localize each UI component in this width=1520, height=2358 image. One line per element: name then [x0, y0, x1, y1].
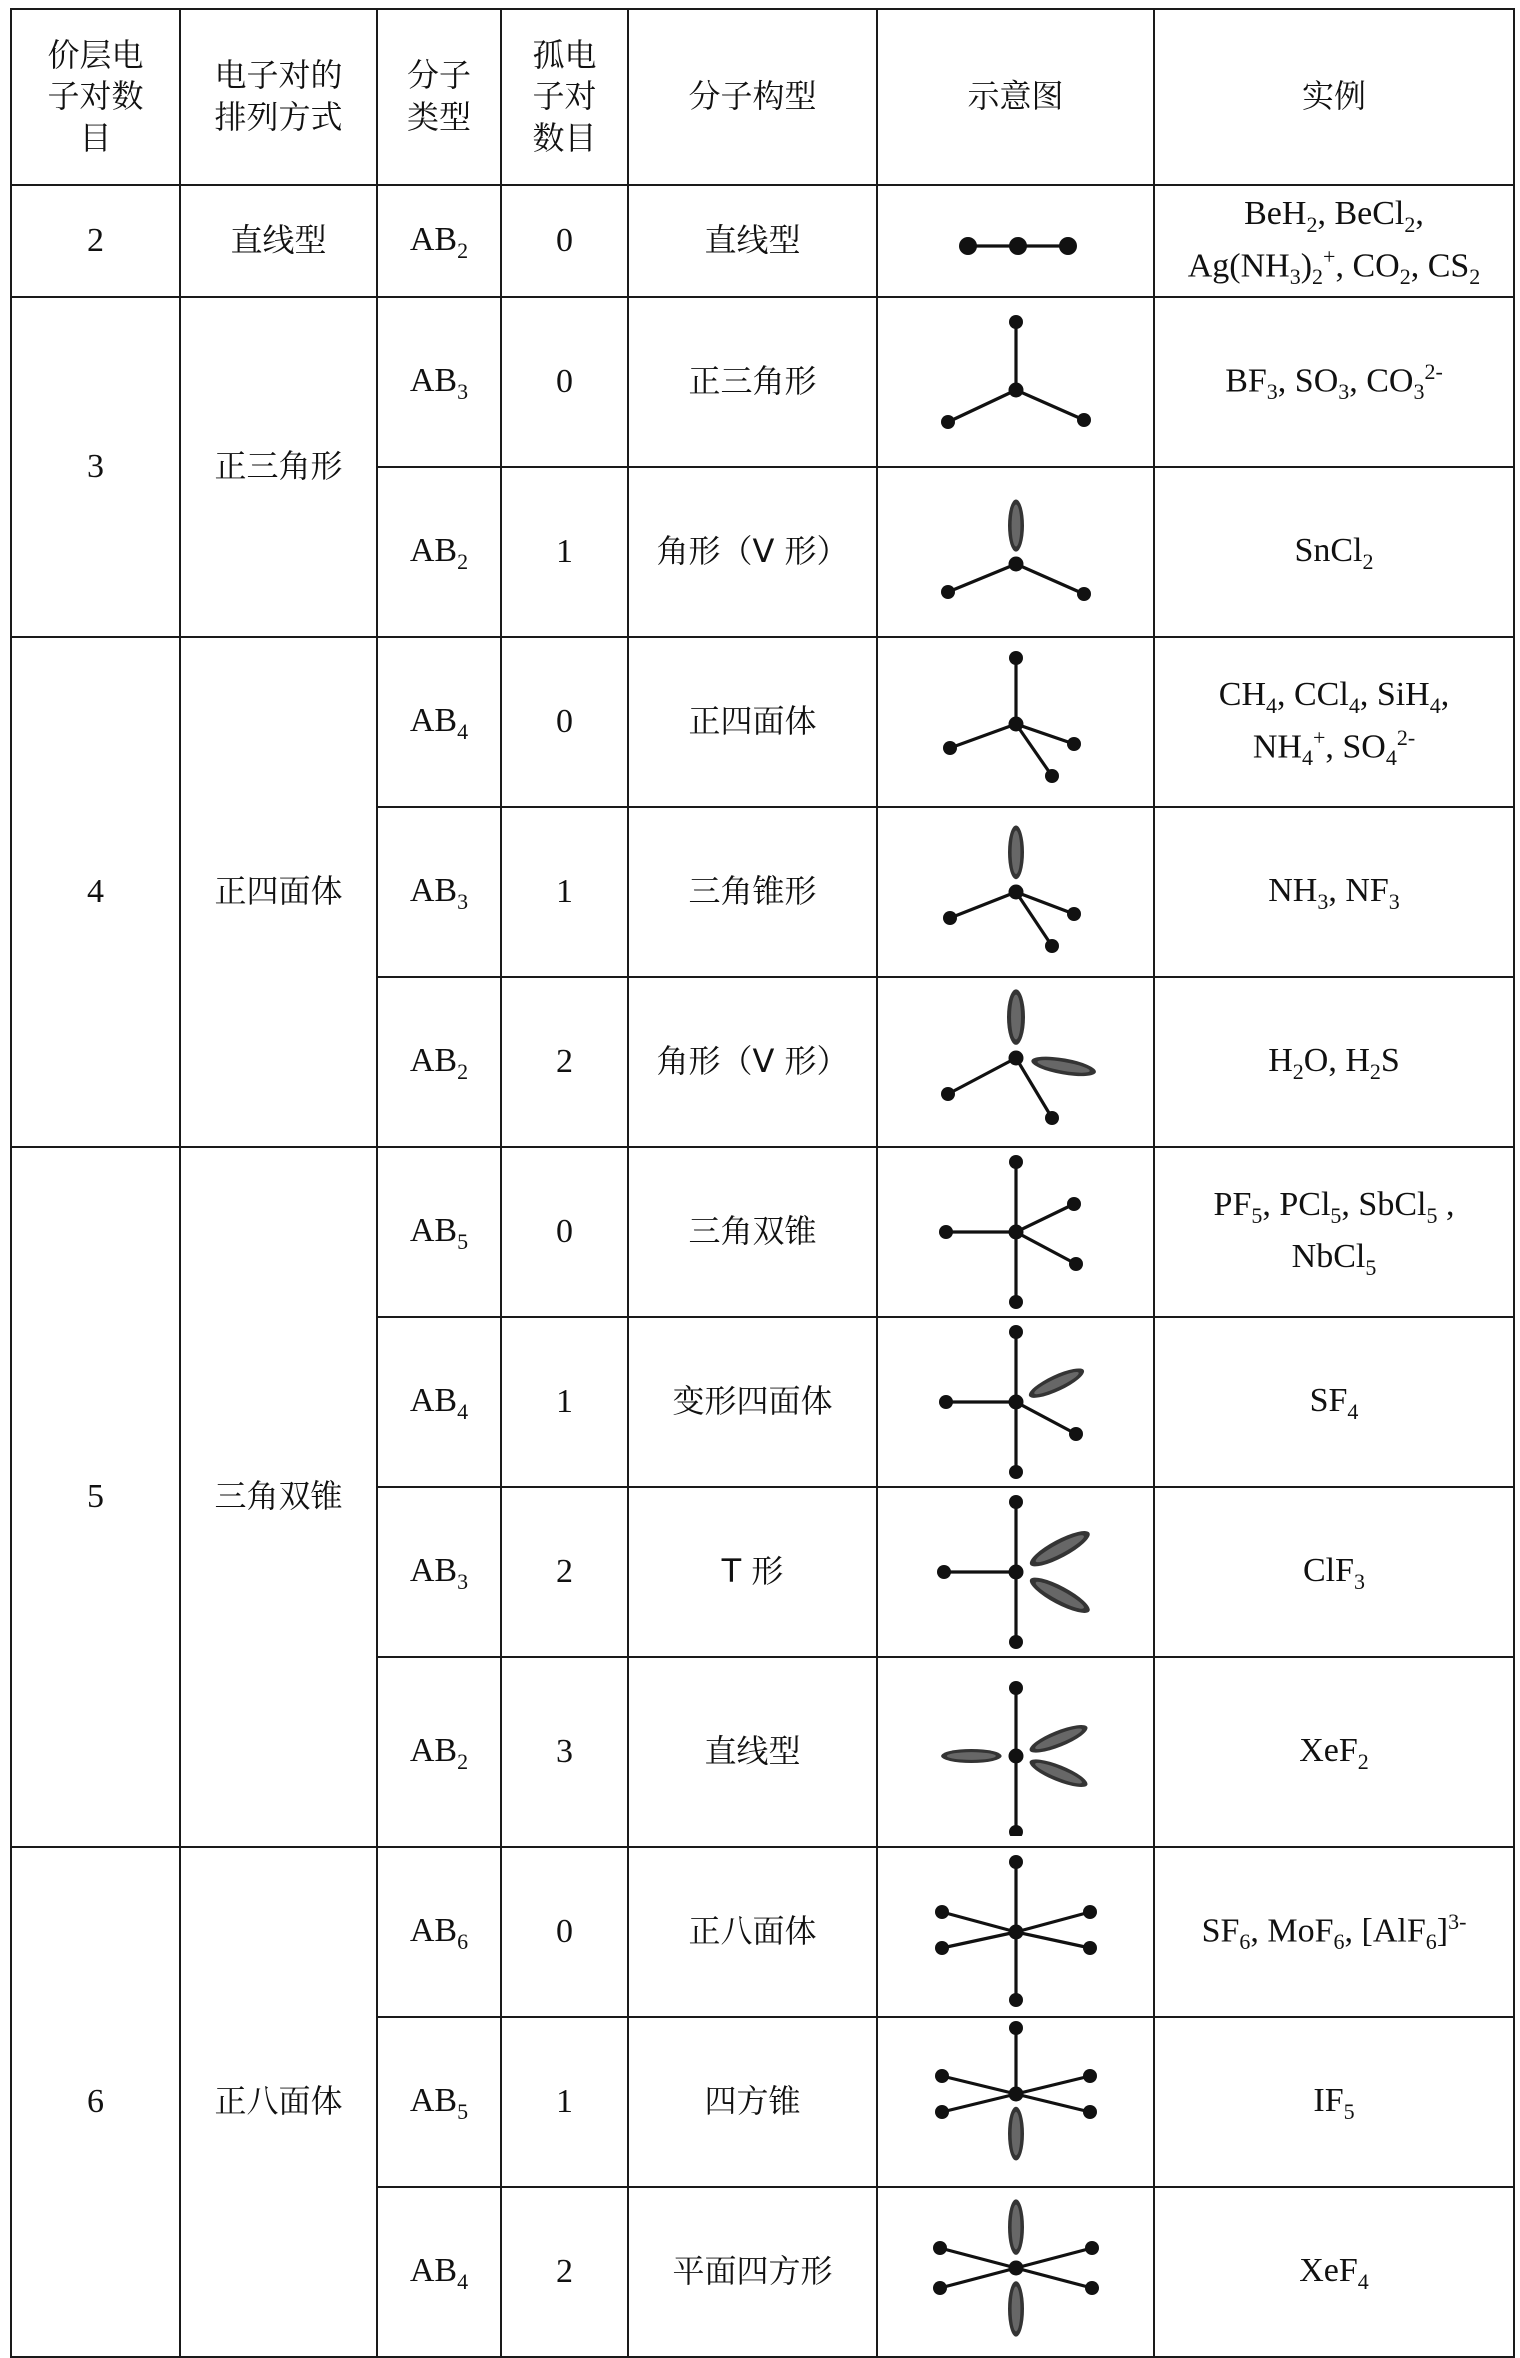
formula-text: PF [1213, 1186, 1252, 1224]
formula-text: BF [1225, 362, 1267, 400]
molecule-type-subscript: 3 [457, 378, 469, 404]
lone-pair-count-cell: 1 [501, 807, 628, 977]
diagram-cell [877, 1847, 1154, 2017]
formula-text: , SiH [1359, 676, 1430, 714]
molecular-shape-cell: 直线型 [628, 1657, 877, 1847]
lone-pair-count-cell: 0 [501, 185, 628, 297]
atom-dot [959, 237, 977, 255]
atom-dot [935, 2105, 949, 2119]
atom-dot [1083, 1905, 1097, 1919]
formula-text: , CO [1335, 247, 1400, 285]
formula-superscript: 2- [1424, 358, 1443, 384]
formula-text: XeF [1299, 1732, 1358, 1770]
formula-subscript: 4 [1266, 692, 1277, 718]
atom-dot [1009, 1825, 1023, 1836]
molecular-shape-cell: 直线型 [628, 185, 877, 297]
formula-subscript: 5 [1343, 2098, 1355, 2124]
central-atom-dot [1008, 557, 1023, 572]
formula-text: IF [1313, 2082, 1344, 2120]
formula-text: , SO [1277, 362, 1339, 400]
formula-text: , MoF [1250, 1912, 1334, 1950]
header-diagram: 示意图 [877, 9, 1154, 185]
formula-text: Ag(NH [1187, 247, 1290, 285]
atom-dot [1009, 1855, 1023, 1869]
lone-pair-count-cell: 1 [501, 467, 628, 637]
examples-cell [1154, 2187, 1514, 2357]
atom-dot [943, 911, 957, 925]
formula-text: NbCl [1291, 1238, 1366, 1275]
lone-pair-count-cell: 2 [501, 2187, 628, 2357]
arrangement-cell: 正三角形 [180, 297, 377, 637]
molecule-type-cell [377, 637, 501, 807]
arrangement-cell: 直线型 [180, 185, 377, 297]
molecule-type-subscript: 4 [457, 718, 469, 744]
molecule-type-text: AB [409, 1382, 458, 1420]
square-planar-diagram-icon [918, 2188, 1114, 2356]
molecular-shape-cell: T 形 [628, 1487, 877, 1657]
molecule-type-subscript: 3 [457, 1568, 469, 1594]
examples-cell [1154, 1487, 1514, 1657]
arrangement-cell: 三角双锥 [180, 1147, 377, 1847]
formula-subscript: 5 [1365, 1254, 1377, 1280]
bond-line [1016, 1402, 1076, 1434]
table-body [11, 185, 1514, 2357]
atom-dot [1069, 1427, 1083, 1441]
examples-cell [1154, 185, 1514, 297]
formula-text: S [1380, 1042, 1400, 1080]
lone-pair-lobe [941, 1749, 1001, 1763]
atom-dot [1083, 2069, 1097, 2083]
header-molecular-shape: 分子构型 [628, 9, 877, 185]
atom-dot [935, 2069, 949, 2083]
molecule-type-text: AB [409, 872, 458, 910]
bond-line [1016, 2268, 1092, 2288]
trigonal-pyramidal-diagram-icon [918, 808, 1114, 976]
formula-superscript: 2- [1396, 724, 1416, 750]
tetrahedral-diagram-icon [918, 638, 1114, 806]
molecular-shape-cell: 正八面体 [628, 1847, 877, 2017]
diagram-cell [877, 1487, 1154, 1657]
formula-superscript: + [1312, 724, 1326, 750]
formula-text: , [1437, 1186, 1455, 1224]
atom-dot [1083, 1941, 1097, 1955]
electron-pair-count-cell: 2 [11, 185, 180, 297]
lone-pair-lobe [1007, 989, 1025, 1044]
examples-cell [1154, 637, 1514, 807]
diagram-cell [877, 2187, 1154, 2357]
formula-subscript: 2 [1306, 211, 1318, 237]
bond-line [1016, 564, 1084, 594]
central-atom-dot [1008, 1051, 1023, 1066]
formula-text: SnCl [1294, 532, 1363, 570]
molecular-shape-cell: 平面四方形 [628, 2187, 877, 2357]
bond-line [1016, 1912, 1090, 1932]
examples-cell [1154, 1657, 1514, 1847]
atom-dot [941, 1087, 955, 1101]
lone-pair-lobe [1029, 1053, 1096, 1080]
formula-subscript: 4 [1301, 744, 1313, 770]
lone-pair-count-cell: 1 [501, 2017, 628, 2187]
bond-line [942, 2094, 1016, 2112]
atom-dot [1045, 769, 1059, 783]
formula-subscript: 3 [1317, 888, 1329, 914]
atom-dot [939, 1225, 953, 1239]
lone-pair-lobe [1008, 2281, 1024, 2336]
formula-text: , CO [1349, 362, 1414, 400]
formula-text: ) [1300, 247, 1313, 285]
header-row [11, 9, 1514, 185]
bond-line [1016, 1232, 1076, 1264]
header-lone-pairs: 孤电子对数目 [501, 9, 628, 185]
formula-subscript: 6 [1239, 1929, 1251, 1955]
central-atom-dot [1008, 2087, 1023, 2102]
linear-diagram-icon [918, 186, 1114, 296]
molecule-type-subscript: 5 [457, 2098, 469, 2124]
formula-text: , CCl [1277, 676, 1349, 714]
atom-dot [943, 741, 957, 755]
bent-two-lone-pairs-diagram-icon [918, 978, 1114, 1146]
atom-dot [1069, 1257, 1083, 1271]
atom-dot [1085, 2281, 1099, 2295]
molecule-type-cell [377, 977, 501, 1147]
examples-cell [1154, 297, 1514, 467]
formula-subscript: 2 [1404, 211, 1416, 237]
formula-subscript: 3 [1266, 379, 1278, 405]
central-atom-dot [1008, 2261, 1023, 2276]
bond-line [948, 564, 1016, 592]
square-pyramidal-diagram-icon [918, 2018, 1114, 2186]
molecule-type-cell [377, 1657, 501, 1847]
molecule-type-cell [377, 1487, 501, 1657]
formula-text: , CS [1410, 247, 1470, 285]
formula-text: BeH [1244, 195, 1307, 233]
formula-text: O, H [1303, 1042, 1370, 1080]
atom-dot [1009, 2021, 1023, 2035]
formula-text: SF [1201, 1912, 1240, 1950]
atom-dot [1009, 1465, 1023, 1479]
atom-dot [935, 1905, 949, 1919]
formula-text: , SO [1325, 728, 1386, 766]
molecule-type-cell [377, 467, 501, 637]
formula-text: NH [1252, 728, 1302, 766]
formula-subscript: 4 [1347, 1398, 1359, 1424]
molecule-type-text: AB [409, 1912, 458, 1950]
electron-pair-count-cell: 5 [11, 1147, 180, 1847]
molecule-type-subscript: 2 [457, 237, 469, 263]
atom-dot [1045, 1111, 1059, 1125]
formula-text: , BeCl [1317, 195, 1405, 233]
central-atom-dot [1008, 1395, 1023, 1410]
central-atom-dot [1008, 885, 1023, 900]
molecule-type-text: AB [409, 2252, 458, 2290]
formula-subscript: 2 [1292, 1058, 1304, 1084]
atom-dot [1077, 413, 1091, 427]
molecule-type-cell [377, 297, 501, 467]
seesaw-diagram-icon [918, 1318, 1114, 1486]
atom-dot [937, 1565, 951, 1579]
lone-pair-lobe [1025, 1572, 1093, 1619]
molecule-type-text: AB [409, 702, 458, 740]
molecular-shape-cell: 四方锥 [628, 2017, 877, 2187]
atom-dot [1059, 237, 1077, 255]
molecule-type-cell [377, 1317, 501, 1487]
molecular-shape-cell: 角形（V 形） [628, 977, 877, 1147]
lone-pair-count-cell: 1 [501, 1317, 628, 1487]
diagram-cell [877, 807, 1154, 977]
molecular-shape-cell: 正四面体 [628, 637, 877, 807]
atom-dot [1009, 315, 1023, 329]
formula-superscript: + [1323, 243, 1336, 269]
atom-dot [1009, 1325, 1023, 1339]
bond-line [1016, 1932, 1090, 1948]
formula-text: NH [1268, 872, 1318, 910]
formula-subscript: 2 [1312, 263, 1324, 289]
lone-pair-count-cell: 2 [501, 1487, 628, 1657]
bond-line [942, 1912, 1016, 1932]
atom-dot [1085, 2241, 1099, 2255]
vsepr-table [10, 8, 1515, 2358]
electron-pair-count-cell: 6 [11, 1847, 180, 2357]
formula-superscript: 3- [1448, 1908, 1467, 1934]
atom-dot [1009, 237, 1027, 255]
molecular-shape-cell: 变形四面体 [628, 1317, 877, 1487]
molecule-type-subscript: 4 [457, 1398, 469, 1424]
molecule-type-text: AB [409, 362, 458, 400]
bond-line [942, 1932, 1016, 1948]
diagram-cell [877, 1147, 1154, 1317]
lone-pair-lobe [1025, 1525, 1093, 1572]
molecule-type-text: AB [409, 532, 458, 570]
central-atom-dot [1008, 1749, 1023, 1764]
electron-pair-count-cell: 3 [11, 297, 180, 637]
bond-line [1016, 2094, 1090, 2112]
diagram-cell [877, 1657, 1154, 1847]
diagram-cell [877, 185, 1154, 297]
central-atom-dot [1008, 383, 1023, 398]
table-row [11, 1147, 1514, 1317]
table-row [11, 637, 1514, 807]
molecular-shape-cell: 三角双锥 [628, 1147, 877, 1317]
molecule-type-cell [377, 2017, 501, 2187]
trigonal-planar-diagram-icon [918, 298, 1114, 466]
formula-text: , NF [1328, 872, 1389, 910]
lone-pair-count-cell: 2 [501, 977, 628, 1147]
molecule-type-text: AB [409, 1212, 458, 1250]
atom-dot [933, 2281, 947, 2295]
lone-pair-lobe [1008, 825, 1024, 879]
molecular-shape-cell: 三角锥形 [628, 807, 877, 977]
atom-dot [1009, 1635, 1023, 1649]
atom-dot [1067, 1197, 1081, 1211]
diagram-cell [877, 467, 1154, 637]
molecule-type-subscript: 5 [457, 1228, 469, 1254]
diagram-cell [877, 297, 1154, 467]
header-arrangement: 电子对的排列方式 [180, 9, 377, 185]
lone-pair-lobe [1025, 1363, 1087, 1403]
formula-subscript: 3 [1338, 379, 1350, 405]
central-atom-dot [1008, 717, 1023, 732]
molecule-type-subscript: 4 [457, 2268, 469, 2294]
formula-subscript: 3 [1388, 888, 1400, 914]
atom-dot [1067, 737, 1081, 751]
molecule-type-subscript: 2 [457, 1058, 469, 1084]
formula-text: , SbCl [1341, 1186, 1427, 1224]
bent-one-lone-pair-diagram-icon [918, 468, 1114, 636]
atom-dot [1009, 651, 1023, 665]
lone-pair-lobe [1008, 500, 1024, 552]
table-row [11, 297, 1514, 467]
arrangement-cell: 正四面体 [180, 637, 377, 1147]
formula-text: , [1440, 676, 1450, 714]
lone-pair-count-cell: 0 [501, 637, 628, 807]
examples-cell [1154, 467, 1514, 637]
bond-line [948, 1058, 1016, 1094]
bond-line [940, 2268, 1016, 2288]
molecule-type-subscript: 2 [457, 548, 469, 574]
bond-line [942, 2076, 1016, 2094]
atom-dot [1009, 1295, 1023, 1309]
examples-cell [1154, 977, 1514, 1147]
examples-cell [1154, 2017, 1514, 2187]
molecule-type-subscript: 3 [457, 888, 469, 914]
molecule-type-text: AB [409, 1042, 458, 1080]
lone-pair-lobe [1008, 2107, 1024, 2161]
bond-line [950, 724, 1016, 748]
atom-dot [1009, 1155, 1023, 1169]
formula-subscript: 5 [1330, 1203, 1342, 1229]
bond-line [948, 390, 1016, 422]
electron-pair-count-cell: 4 [11, 637, 180, 1147]
formula-subscript: 4 [1385, 744, 1397, 770]
formula-subscript: 3 [1289, 263, 1301, 289]
atom-dot [1083, 2105, 1097, 2119]
lone-pair-lobe [1026, 1720, 1090, 1758]
formula-text: , [AlF [1344, 1912, 1426, 1950]
octahedral-diagram-icon [918, 1848, 1114, 2016]
formula-subscript: 4 [1357, 2268, 1369, 2294]
molecule-type-cell [377, 185, 501, 297]
examples-cell [1154, 1147, 1514, 1317]
header-examples: 实例 [1154, 9, 1514, 185]
molecule-type-cell [377, 2187, 501, 2357]
molecule-type-text: AB [409, 1732, 458, 1770]
central-atom-dot [1008, 1925, 1023, 1940]
lone-pair-count-cell: 0 [501, 297, 628, 467]
formula-subscript: 4 [1348, 692, 1360, 718]
lone-pair-lobe [1026, 1754, 1090, 1792]
formula-subscript: 2 [1399, 263, 1411, 289]
formula-text: CH [1218, 676, 1266, 714]
examples-cell [1154, 1317, 1514, 1487]
molecule-type-cell [377, 807, 501, 977]
formula-subscript: 3 [1354, 1568, 1366, 1594]
table-row [11, 185, 1514, 297]
molecule-type-text: AB [409, 1552, 458, 1590]
arrangement-cell: 正八面体 [180, 1847, 377, 2357]
formula-text: XeF [1299, 2252, 1358, 2290]
bond-line [950, 892, 1016, 918]
molecule-type-text: AB [409, 2082, 458, 2120]
atom-dot [941, 585, 955, 599]
formula-subscript: 2 [1369, 1058, 1381, 1084]
trigonal-bipyramidal-diagram-icon [918, 1148, 1114, 1316]
atom-dot [1009, 1993, 1023, 2007]
atom-dot [1009, 1681, 1023, 1695]
formula-text: H [1268, 1042, 1293, 1080]
diagram-cell [877, 2017, 1154, 2187]
central-atom-dot [1008, 1225, 1023, 1240]
atom-dot [939, 1395, 953, 1409]
bond-line [1016, 2248, 1092, 2268]
bond-line [1016, 2076, 1090, 2094]
formula-text: ] [1436, 1912, 1449, 1950]
formula-subscript: 6 [1425, 1929, 1437, 1955]
bond-line [1016, 1204, 1074, 1232]
examples-cell [1154, 807, 1514, 977]
lone-pair-count-cell: 3 [501, 1657, 628, 1847]
atom-dot [941, 415, 955, 429]
atom-dot [1045, 939, 1059, 953]
formula-text: SF [1309, 1382, 1348, 1420]
molecule-type-text: AB [409, 221, 458, 259]
lone-pair-count-cell: 0 [501, 1847, 628, 2017]
molecular-shape-cell: 正三角形 [628, 297, 877, 467]
molecule-type-subscript: 2 [457, 1748, 469, 1774]
atom-dot [1077, 587, 1091, 601]
formula-subscript: 6 [1333, 1929, 1345, 1955]
linear-three-lone-pairs-diagram-icon [918, 1668, 1114, 1836]
lone-pair-lobe [1008, 2199, 1024, 2254]
central-atom-dot [1008, 1565, 1023, 1580]
t-shaped-diagram-icon [918, 1488, 1114, 1656]
bond-line [940, 2248, 1016, 2268]
atom-dot [935, 1941, 949, 1955]
atom-dot [1067, 907, 1081, 921]
formula-text: ClF [1302, 1552, 1355, 1590]
formula-text: , PCl [1262, 1186, 1331, 1224]
examples-cell [1154, 1847, 1514, 2017]
table-row [11, 1847, 1514, 2017]
formula-subscript: 3 [1413, 379, 1425, 405]
header-molecule-type: 分子类型 [377, 9, 501, 185]
formula-subscript: 5 [1251, 1203, 1263, 1229]
diagram-cell [877, 977, 1154, 1147]
molecule-type-cell [377, 1147, 501, 1317]
formula-text: , [1415, 195, 1424, 233]
formula-subscript: 5 [1426, 1203, 1438, 1229]
lone-pair-count-cell: 0 [501, 1147, 628, 1317]
diagram-cell [877, 637, 1154, 807]
formula-subscript: 4 [1429, 692, 1441, 718]
formula-subscript: 2 [1469, 263, 1481, 289]
atom-dot [933, 2241, 947, 2255]
formula-subscript: 2 [1362, 548, 1374, 574]
atom-dot [1009, 1495, 1023, 1509]
molecular-shape-cell: 角形（V 形） [628, 467, 877, 637]
bond-line [1016, 390, 1084, 420]
molecule-type-cell [377, 1847, 501, 2017]
header-electron-pairs: 价层电子对数目 [11, 9, 180, 185]
formula-subscript: 2 [1357, 1748, 1369, 1774]
molecule-type-subscript: 6 [457, 1928, 469, 1954]
diagram-cell [877, 1317, 1154, 1487]
